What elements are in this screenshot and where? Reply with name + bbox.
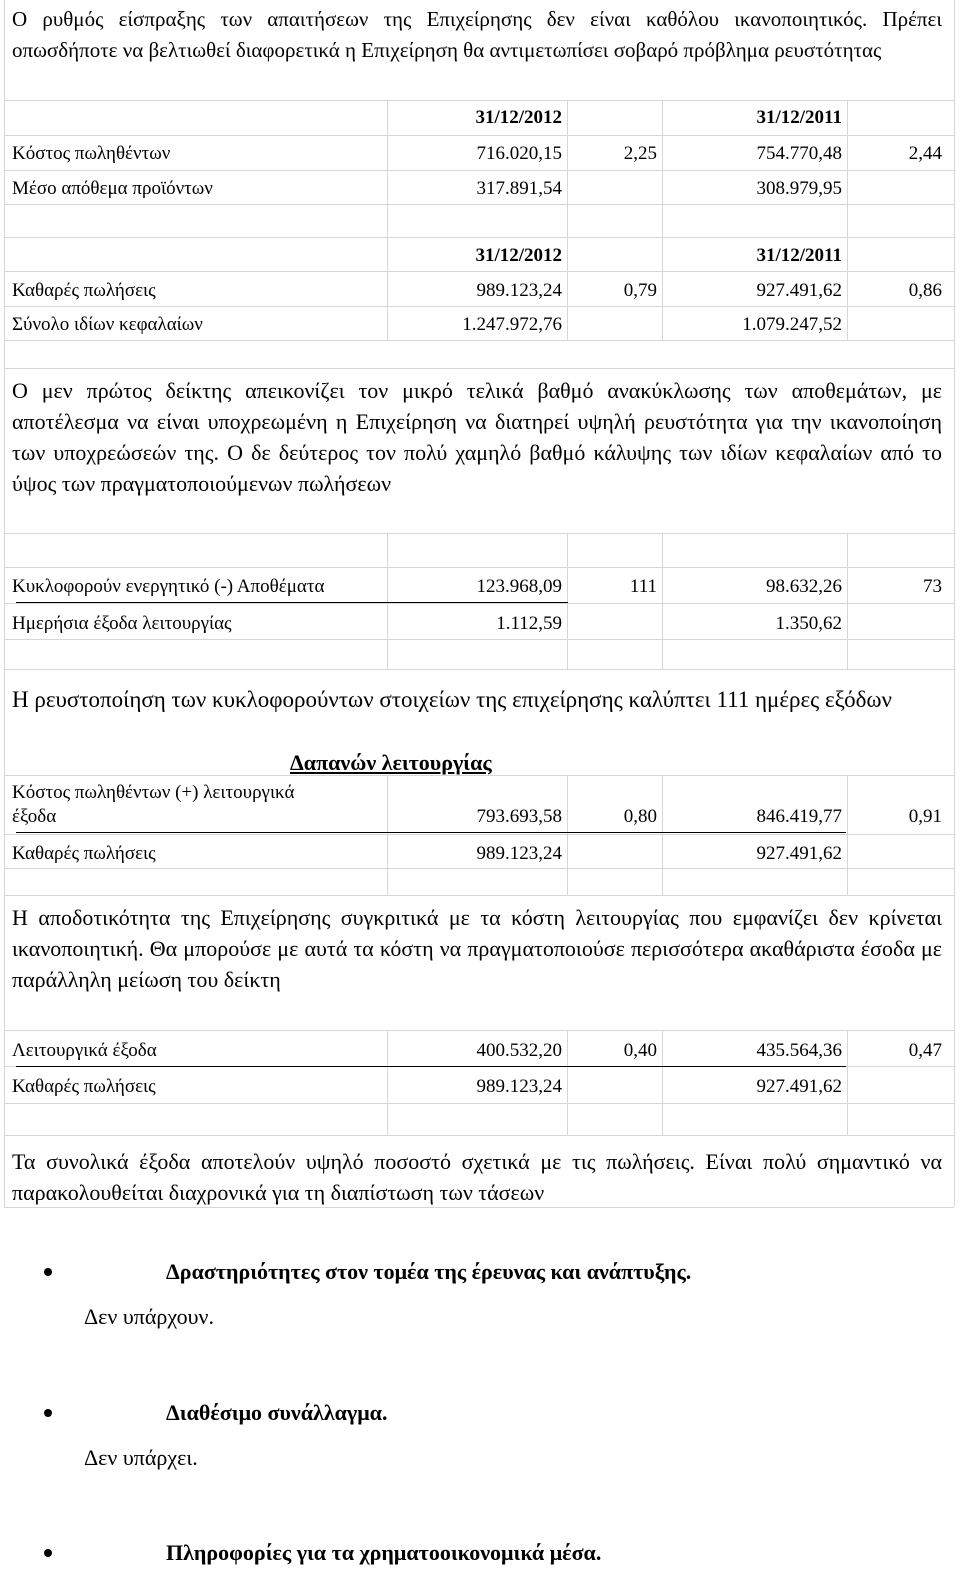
row-label: Καθαρές πωλήσεις: [12, 1076, 156, 1097]
table2-date2: 31/12/2011: [756, 245, 842, 266]
grid-line: [567, 533, 568, 669]
grid-line: [4, 834, 954, 835]
value-2012: 989.123,24: [476, 843, 562, 864]
grid-line: [4, 204, 954, 205]
value-2012: 716.020,15: [476, 143, 562, 164]
grid-line: [387, 533, 388, 669]
grid-line: [4, 170, 954, 171]
grid-line: [4, 135, 954, 136]
value-2012: 989.123,24: [476, 1076, 562, 1097]
section-text-currency: Δεν υπάρχει.: [84, 1445, 198, 1470]
value-2011: 308.979,95: [756, 178, 842, 199]
grid-line: [4, 1135, 954, 1136]
value-2011: 1.350,62: [775, 613, 842, 634]
underline: [16, 832, 846, 833]
section-title-financial: Πληροφορίες για τα χρηματοοικονομικά μέσα.: [166, 1540, 602, 1565]
value-2012: 317.891,54: [476, 178, 562, 199]
ratio-2011: 2,44: [908, 143, 942, 164]
value-2011: 1.079.247,52: [742, 314, 842, 335]
section-text-research: Δεν υπάρχουν.: [84, 1304, 214, 1329]
ratio-2012: 2,25: [623, 143, 657, 164]
grid-line: [4, 567, 954, 568]
row-label: Μέσο απόθεμα προϊόντων: [12, 178, 213, 199]
grid-line: [662, 533, 663, 669]
value-2011: 846.419,77: [756, 806, 842, 827]
row-label: Κόστος πωληθέντων (+) λειτουργικά: [12, 782, 295, 803]
grid-line: [847, 533, 848, 669]
intro-paragraph: Ο ρυθμός είσπραξης των απαιτήσεων της Επιχείρησης δεν είναι καθόλου ικανοποιητικός. Πρέπει οπωσδήποτε να βελτιωθεί διαφορετικά η Επιχείρηση θα αντιμετωπίσει σοβαρό πρόβλημα ρευστότητας: [12, 7, 942, 62]
grid-line: [4, 533, 954, 534]
table1-date2: 31/12/2011: [756, 107, 842, 128]
table1-date1: 31/12/2012: [475, 107, 562, 128]
analysis-paragraph-1: Ο μεν πρώτος δείκτης απεικονίζει τον μικρό τελικά βαθμό ανακύκλωσης των αποθεμάτων, με αποτέλεσμα να είναι υποχρεωμένη η Επιχείρηση να διατηρεί υψηλή ρευστότητα για την ικανοποίηση των υποχρεώσεών της. Ο δε δεύτερος τον πολύ χαμηλό βαθμό κάλυψης των ιδίων κεφαλαίων από το ύψος των πραγματοποιούμενων πωλήσεων: [12, 378, 942, 496]
grid-line: [387, 100, 388, 340]
row-label: Σύνολο ιδίων κεφαλαίων: [12, 314, 203, 335]
value-2011: 927.491,62: [756, 843, 842, 864]
row-label: Καθαρές πωλήσεις: [12, 280, 156, 301]
bullet-icon: [44, 1549, 52, 1557]
value-2011: 754.770,48: [756, 143, 842, 164]
grid-line: [4, 306, 954, 307]
value-2012: 793.693,58: [476, 806, 562, 827]
value-2012: 1.247.972,76: [462, 314, 562, 335]
value-2011: 927.491,62: [756, 1076, 842, 1097]
table4-title: Δαπανών λειτουργίας: [290, 750, 492, 775]
grid-line: [4, 271, 954, 272]
underline: [16, 1066, 846, 1067]
ratio-2012: 0,79: [623, 280, 657, 301]
grid-line: [387, 1030, 388, 1135]
grid-line: [4, 1030, 954, 1031]
value-2011: 435.564,36: [756, 1040, 842, 1061]
table2-date1: 31/12/2012: [475, 245, 562, 266]
ratio-2012: 0,80: [623, 806, 657, 827]
grid-line: [567, 775, 568, 895]
grid-line: [662, 775, 663, 895]
grid-line: [954, 0, 955, 1207]
bullet-icon: [44, 1268, 52, 1276]
grid-line: [4, 1103, 954, 1104]
grid-line: [4, 603, 954, 604]
grid-line: [662, 1030, 663, 1135]
grid-line: [387, 775, 388, 895]
grid-line: [4, 237, 954, 238]
bullet-icon: [44, 1409, 52, 1417]
grid-line: [4, 669, 954, 670]
row-label: Κυκλοφορούν ενεργητικό (-) Αποθέματα: [12, 576, 325, 597]
ratio-2011: 0,91: [908, 806, 942, 827]
row-label: Λειτουργικά έξοδα: [12, 1040, 157, 1061]
ratio-2012: 111: [629, 576, 657, 597]
ratio-2011: 0,86: [908, 280, 942, 301]
analysis-paragraph-4: Τα συνολικά έξοδα αποτελούν υψηλό ποσοστό σχετικά με τις πωλήσεις. Είναι πολύ σημαντικό να παρακολουθείται διαχρονικά για τη διαπίστωση των τάσεων: [12, 1149, 942, 1205]
ratio-2012: 0,40: [623, 1040, 657, 1061]
grid-line: [4, 340, 954, 341]
value-2012: 400.532,20: [476, 1040, 562, 1061]
value-2011: 927.491,62: [756, 280, 842, 301]
grid-line: [4, 868, 954, 869]
grid-line: [847, 100, 848, 340]
section-title-currency: Διαθέσιμο συνάλλαγμα.: [166, 1400, 388, 1425]
grid-line: [567, 100, 568, 340]
underline: [16, 602, 568, 603]
value-2012: 123.968,09: [476, 576, 562, 597]
grid-line: [4, 895, 954, 896]
ratio-2011: 0,47: [908, 1040, 942, 1061]
grid-line: [4, 100, 954, 101]
ratio-2011: 73: [923, 576, 942, 597]
section-title-research: Δραστηριότητες στον τομέα της έρευνας και ανάπτυξης.: [166, 1259, 692, 1284]
analysis-paragraph-2: Η ρευστοποίηση των κυκλοφορούντων στοιχείων της επιχείρησης καλύπτει 111 ημέρες εξόδων: [12, 687, 892, 712]
grid-line: [4, 639, 954, 640]
grid-line: [662, 100, 663, 340]
grid-line: [847, 1030, 848, 1135]
row-label-cont: έξοδα: [12, 806, 57, 827]
grid-line: [847, 775, 848, 895]
grid-line: [4, 368, 954, 369]
analysis-paragraph-3: Η αποδοτικότητα της Επιχείρησης συγκριτικά με τα κόστη λειτουργίας που εμφανίζει δεν κρίνεται ικανοποιητική. Θα μπορούσε με αυτά τα κόστη να πραγματοποιούσε περισσότερα ακαθάριστα έσοδα με παράλληλη μείωση του δείκτη: [12, 905, 942, 992]
grid-line: [567, 1030, 568, 1135]
value-2012: 989.123,24: [476, 280, 562, 301]
row-label: Ημερήσια έξοδα λειτουργίας: [12, 613, 232, 634]
row-label: Κόστος πωληθέντων: [12, 143, 171, 164]
row-label: Καθαρές πωλήσεις: [12, 843, 156, 864]
value-2012: 1.112,59: [496, 613, 562, 634]
value-2011: 98.632,26: [766, 576, 842, 597]
